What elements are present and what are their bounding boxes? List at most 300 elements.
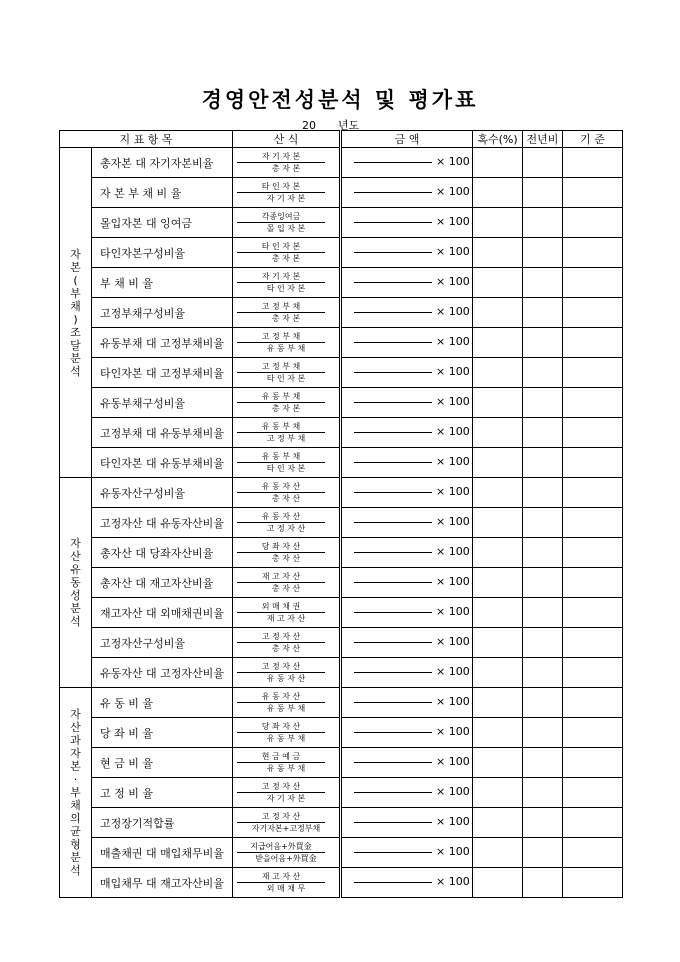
amount-blank-line	[354, 282, 432, 283]
amount-cell[interactable]	[341, 478, 473, 508]
prev-year-cell[interactable]	[523, 478, 563, 508]
indicator-item: 고정부채구성비율	[92, 298, 233, 328]
category-char: 과	[70, 734, 81, 747]
amount-blank-line	[354, 792, 432, 793]
indicator-item: 매입채무 대 재고자산비율	[92, 868, 233, 898]
prev-year-cell[interactable]	[523, 748, 563, 778]
amount-cell[interactable]	[341, 778, 473, 808]
formula-denominator: 고 정 자 산	[266, 524, 306, 533]
standard-cell[interactable]	[563, 508, 623, 538]
table-row	[60, 538, 623, 568]
table-row	[60, 718, 623, 748]
formula-numerator: 유 동 부 채	[237, 391, 325, 403]
category-char: 석	[70, 364, 81, 378]
ratio-cell[interactable]	[473, 718, 523, 748]
formula-cell	[233, 508, 341, 538]
ratio-cell[interactable]	[473, 268, 523, 298]
amount-blank-line	[354, 672, 432, 673]
prev-year-cell[interactable]	[523, 328, 563, 358]
analysis-table	[59, 130, 623, 898]
amount-cell[interactable]	[341, 838, 473, 868]
table-row	[60, 148, 623, 178]
standard-cell[interactable]	[563, 718, 623, 748]
multiplier-label: × 100	[436, 875, 470, 888]
amount-blank-line	[354, 552, 432, 553]
formula-numerator: 현 금 예 금	[237, 751, 325, 763]
amount-cell[interactable]	[341, 658, 473, 688]
table-row	[60, 838, 623, 868]
amount-cell[interactable]	[341, 868, 473, 898]
amount-cell[interactable]	[341, 298, 473, 328]
multiplier-label: × 100	[436, 575, 470, 588]
formula-denominator: 총 자 산	[271, 644, 301, 653]
table-row	[60, 658, 623, 688]
section-category	[60, 688, 92, 898]
formula-numerator: 자 기 자 본	[237, 271, 325, 283]
standard-cell[interactable]	[563, 838, 623, 868]
standard-cell[interactable]	[563, 178, 623, 208]
formula-numerator: 자 기 자 본	[237, 151, 325, 163]
formula-numerator: 당 좌 자 산	[237, 721, 325, 733]
standard-cell[interactable]	[563, 538, 623, 568]
formula-denominator: 유 동 자 산	[266, 674, 306, 683]
ratio-cell[interactable]	[473, 208, 523, 238]
indicator-item: 고정자산구성비율	[92, 628, 233, 658]
prev-year-cell[interactable]	[523, 538, 563, 568]
amount-cell[interactable]	[341, 328, 473, 358]
multiplier-label: × 100	[436, 515, 470, 528]
standard-cell[interactable]	[563, 868, 623, 898]
multiplier-label: × 100	[436, 275, 470, 288]
ratio-cell[interactable]	[473, 838, 523, 868]
standard-cell[interactable]	[563, 298, 623, 328]
prev-year-cell[interactable]	[523, 778, 563, 808]
formula-denominator: 총 자 산	[271, 584, 301, 593]
amount-blank-line	[354, 612, 432, 613]
formula-numerator: 외 매 채 권	[237, 601, 325, 613]
multiplier-label: × 100	[436, 365, 470, 378]
formula-cell	[233, 238, 341, 268]
amount-cell[interactable]	[341, 628, 473, 658]
formula-cell	[233, 358, 341, 388]
formula-numerator: 고 정 자 산	[237, 661, 325, 673]
formula-denominator: 타 인 자 본	[266, 464, 306, 473]
year-suffix: 년도	[338, 119, 360, 132]
category-char: 채	[70, 299, 81, 313]
amount-cell[interactable]	[341, 448, 473, 478]
ratio-cell[interactable]	[473, 868, 523, 898]
amount-cell[interactable]	[341, 568, 473, 598]
standard-cell[interactable]	[563, 778, 623, 808]
ratio-cell[interactable]	[473, 388, 523, 418]
indicator-item: 유동부채구성비율	[92, 388, 233, 418]
ratio-cell[interactable]	[473, 448, 523, 478]
prev-year-cell[interactable]	[523, 838, 563, 868]
table-row	[60, 478, 623, 508]
indicator-item: 타인자본구성비율	[92, 238, 233, 268]
indicator-item: 유동자산 대 고정자산비율	[92, 658, 233, 688]
standard-cell[interactable]	[563, 448, 623, 478]
amount-blank-line	[354, 312, 432, 313]
ratio-cell[interactable]	[473, 418, 523, 448]
standard-cell[interactable]	[563, 748, 623, 778]
formula-cell	[233, 328, 341, 358]
category-char: 자	[70, 247, 81, 261]
standard-cell[interactable]	[563, 358, 623, 388]
formula-cell	[233, 268, 341, 298]
ratio-cell[interactable]	[473, 148, 523, 178]
amount-blank-line	[354, 402, 432, 403]
indicator-item: 자 본 부 채 비 율	[92, 178, 233, 208]
table-row	[60, 178, 623, 208]
formula-numerator: 고 정 자 산	[237, 781, 325, 793]
col-header-amount: 금 액	[341, 131, 473, 148]
prev-year-cell[interactable]	[523, 178, 563, 208]
amount-blank-line	[354, 732, 432, 733]
formula-numerator: 재 고 자 산	[237, 571, 325, 583]
ratio-cell[interactable]	[473, 658, 523, 688]
ratio-cell[interactable]	[473, 568, 523, 598]
amount-blank-line	[354, 822, 432, 823]
formula-denominator: 몰 입 자 본	[266, 224, 306, 233]
section-category	[60, 148, 92, 478]
amount-cell[interactable]	[341, 268, 473, 298]
category-char: 석	[70, 615, 81, 628]
formula-denominator: 재 고 자 산	[266, 614, 306, 623]
amount-blank-line	[354, 852, 432, 853]
formula-numerator: 유 동 부 채	[237, 451, 325, 463]
standard-cell[interactable]	[563, 238, 623, 268]
ratio-cell[interactable]	[473, 748, 523, 778]
amount-cell[interactable]	[341, 148, 473, 178]
formula-numerator: 타 인 자 본	[237, 181, 325, 193]
amount-blank-line	[354, 342, 432, 343]
formula-numerator: 유 동 부 채	[237, 421, 325, 433]
amount-blank-line	[354, 642, 432, 643]
category-char: 분	[70, 602, 81, 615]
amount-cell[interactable]	[341, 808, 473, 838]
amount-cell[interactable]	[341, 538, 473, 568]
category-char: 석	[70, 864, 81, 877]
category-char: 산	[70, 721, 81, 734]
table-row	[60, 238, 623, 268]
prev-year-cell[interactable]	[523, 658, 563, 688]
category-char: 자	[70, 708, 81, 721]
formula-numerator: 유 동 자 산	[237, 691, 325, 703]
amount-cell[interactable]	[341, 208, 473, 238]
standard-cell[interactable]	[563, 478, 623, 508]
formula-numerator: 지급어음+外買金	[237, 841, 325, 853]
indicator-item: 고정자산 대 유동자산비율	[92, 508, 233, 538]
col-header-standard: 기 준	[563, 131, 623, 148]
amount-blank-line	[354, 372, 432, 373]
ratio-cell[interactable]	[473, 478, 523, 508]
formula-cell	[233, 778, 341, 808]
ratio-cell[interactable]	[473, 178, 523, 208]
prev-year-cell[interactable]	[523, 208, 563, 238]
ratio-cell[interactable]	[473, 298, 523, 328]
formula-cell	[233, 658, 341, 688]
indicator-item: 유동자산구성비율	[92, 478, 233, 508]
category-char: 유	[70, 563, 81, 576]
indicator-item: 총자산 대 재고자산비율	[92, 568, 233, 598]
formula-denominator: 총 자 본	[271, 314, 301, 323]
formula-cell	[233, 868, 341, 898]
amount-blank-line	[354, 192, 432, 193]
category-char: 채	[70, 799, 81, 812]
amount-blank-line	[354, 762, 432, 763]
formula-denominator: 자 기 자 본	[266, 194, 306, 203]
table-row	[60, 508, 623, 538]
formula-denominator: 총 자 본	[271, 404, 301, 413]
header-row	[60, 131, 623, 148]
standard-cell[interactable]	[563, 328, 623, 358]
standard-cell[interactable]	[563, 268, 623, 298]
multiplier-label: × 100	[436, 215, 470, 228]
ratio-cell[interactable]	[473, 778, 523, 808]
standard-cell[interactable]	[563, 598, 623, 628]
multiplier-label: × 100	[436, 545, 470, 558]
prev-year-cell[interactable]	[523, 298, 563, 328]
amount-cell[interactable]	[341, 598, 473, 628]
amount-cell[interactable]	[341, 688, 473, 718]
table-row	[60, 568, 623, 598]
prev-year-cell[interactable]	[523, 628, 563, 658]
category-char: 자	[70, 747, 81, 760]
prev-year-cell[interactable]	[523, 268, 563, 298]
formula-denominator: 유 동 부 채	[266, 734, 306, 743]
formula-numerator: 유 동 자 산	[237, 481, 325, 493]
category-char: 부	[70, 786, 81, 799]
standard-cell[interactable]	[563, 688, 623, 718]
amount-blank-line	[354, 582, 432, 583]
multiplier-label: × 100	[436, 725, 470, 738]
standard-cell[interactable]	[563, 628, 623, 658]
category-char: 조	[70, 325, 81, 339]
table-row	[60, 448, 623, 478]
formula-numerator: 고 정 부 채	[237, 301, 325, 313]
table-row	[60, 268, 623, 298]
table-row	[60, 388, 623, 418]
multiplier-label: × 100	[436, 695, 470, 708]
ratio-cell[interactable]	[473, 328, 523, 358]
prev-year-cell[interactable]	[523, 148, 563, 178]
standard-cell[interactable]	[563, 418, 623, 448]
formula-numerator: 고 정 부 채	[237, 331, 325, 343]
year-prefix: 20	[302, 119, 316, 132]
formula-denominator: 타 인 자 본	[266, 284, 306, 293]
amount-blank-line	[354, 522, 432, 523]
multiplier-label: × 100	[436, 665, 470, 678]
standard-cell[interactable]	[563, 208, 623, 238]
standard-cell[interactable]	[563, 808, 623, 838]
formula-numerator: 재 고 자 산	[237, 871, 325, 883]
formula-cell	[233, 628, 341, 658]
amount-cell[interactable]	[341, 418, 473, 448]
formula-cell	[233, 598, 341, 628]
prev-year-cell[interactable]	[523, 388, 563, 418]
table-row	[60, 358, 623, 388]
amount-blank-line	[354, 162, 432, 163]
multiplier-label: × 100	[436, 155, 470, 168]
formula-denominator: 총 자 본	[271, 164, 301, 173]
ratio-cell[interactable]	[473, 538, 523, 568]
indicator-item: 총자본 대 자기자본비율	[92, 148, 233, 178]
formula-cell	[233, 838, 341, 868]
category-char: (	[73, 273, 78, 287]
ratio-cell[interactable]	[473, 808, 523, 838]
standard-cell[interactable]	[563, 658, 623, 688]
formula-denominator: 받을어음+外買金	[255, 854, 317, 863]
table-row	[60, 628, 623, 658]
category-char: 달	[70, 338, 81, 352]
formula-cell	[233, 808, 341, 838]
indicator-item: 매출채권 대 매입채무비율	[92, 838, 233, 868]
table-row	[60, 328, 623, 358]
formula-denominator: 유 동 부 채	[266, 704, 306, 713]
formula-cell	[233, 148, 341, 178]
table-row	[60, 298, 623, 328]
section-category	[60, 478, 92, 688]
prev-year-cell[interactable]	[523, 238, 563, 268]
formula-denominator: 유 동 부 채	[266, 344, 306, 353]
ratio-cell[interactable]	[473, 238, 523, 268]
prev-year-cell[interactable]	[523, 358, 563, 388]
amount-blank-line	[354, 462, 432, 463]
category-char: ·	[73, 773, 78, 786]
col-header-prev-year: 전년비	[523, 131, 563, 148]
ratio-cell[interactable]	[473, 508, 523, 538]
multiplier-label: × 100	[436, 845, 470, 858]
prev-year-cell[interactable]	[523, 868, 563, 898]
amount-cell[interactable]	[341, 718, 473, 748]
category-char: 균	[70, 825, 81, 838]
table-row	[60, 208, 623, 238]
multiplier-label: × 100	[436, 485, 470, 498]
formula-denominator: 총 자 산	[271, 554, 301, 563]
amount-cell[interactable]	[341, 508, 473, 538]
ratio-cell[interactable]	[473, 598, 523, 628]
prev-year-cell[interactable]	[523, 598, 563, 628]
formula-denominator: 유 동 부 채	[266, 764, 306, 773]
multiplier-label: × 100	[436, 605, 470, 618]
col-header-item: 지 표 항 목	[60, 131, 233, 148]
formula-numerator: 유 동 자 산	[237, 511, 325, 523]
multiplier-label: × 100	[436, 785, 470, 798]
prev-year-cell[interactable]	[523, 688, 563, 718]
category-char: 부	[70, 286, 81, 300]
formula-denominator: 고 정 부 채	[266, 434, 306, 443]
amount-cell[interactable]	[341, 358, 473, 388]
multiplier-label: × 100	[436, 185, 470, 198]
indicator-item: 유동부채 대 고정부채비율	[92, 328, 233, 358]
formula-cell	[233, 748, 341, 778]
multiplier-label: × 100	[436, 425, 470, 438]
table-row	[60, 778, 623, 808]
multiplier-label: × 100	[436, 455, 470, 468]
amount-cell[interactable]	[341, 748, 473, 778]
category-char: 산	[70, 550, 81, 563]
formula-cell	[233, 478, 341, 508]
formula-numerator: 각종잉여금	[237, 211, 325, 223]
indicator-item: 타인자본 대 고정부채비율	[92, 358, 233, 388]
multiplier-label: × 100	[436, 635, 470, 648]
prev-year-cell[interactable]	[523, 808, 563, 838]
amount-cell[interactable]	[341, 238, 473, 268]
category-char: 본	[70, 260, 81, 274]
ratio-cell[interactable]	[473, 628, 523, 658]
formula-numerator: 고 정 부 채	[237, 361, 325, 373]
category-char: 의	[70, 812, 81, 825]
amount-blank-line	[354, 492, 432, 493]
indicator-item: 고정부채 대 유동부채비율	[92, 418, 233, 448]
amount-blank-line	[354, 702, 432, 703]
ratio-cell[interactable]	[473, 358, 523, 388]
indicator-item: 몰입자본 대 잉여금	[92, 208, 233, 238]
amount-blank-line	[354, 882, 432, 883]
table-row	[60, 598, 623, 628]
category-char: 분	[70, 351, 81, 365]
formula-cell	[233, 688, 341, 718]
category-char: 본	[70, 760, 81, 773]
amount-cell[interactable]	[341, 178, 473, 208]
amount-cell[interactable]	[341, 388, 473, 418]
formula-cell	[233, 718, 341, 748]
indicator-item: 부 채 비 율	[92, 268, 233, 298]
category-char: 성	[70, 589, 81, 602]
prev-year-cell[interactable]	[523, 418, 563, 448]
prev-year-cell[interactable]	[523, 718, 563, 748]
formula-denominator: 자 기 자 본	[266, 794, 306, 803]
table-row	[60, 748, 623, 778]
multiplier-label: × 100	[436, 335, 470, 348]
prev-year-cell[interactable]	[523, 568, 563, 598]
category-char: 분	[70, 851, 81, 864]
table-row	[60, 808, 623, 838]
formula-cell	[233, 178, 341, 208]
indicator-item: 고정장기적합률	[92, 808, 233, 838]
formula-cell	[233, 298, 341, 328]
indicator-item: 유 동 비 율	[92, 688, 233, 718]
amount-blank-line	[354, 432, 432, 433]
formula-cell	[233, 208, 341, 238]
prev-year-cell[interactable]	[523, 508, 563, 538]
indicator-item: 당 좌 비 율	[92, 718, 233, 748]
page-title: 경영안전성분석 및 평가표	[201, 87, 479, 112]
multiplier-label: × 100	[436, 245, 470, 258]
formula-cell	[233, 538, 341, 568]
table-row	[60, 418, 623, 448]
standard-cell[interactable]	[563, 568, 623, 598]
formula-numerator: 고 정 자 산	[237, 631, 325, 643]
ratio-cell[interactable]	[473, 688, 523, 718]
indicator-item: 현 금 비 율	[92, 748, 233, 778]
formula-numerator: 당 좌 자 산	[237, 541, 325, 553]
standard-cell[interactable]	[563, 388, 623, 418]
indicator-item: 고 정 비 율	[92, 778, 233, 808]
formula-cell	[233, 418, 341, 448]
standard-cell[interactable]	[563, 148, 623, 178]
category-char: )	[73, 312, 78, 326]
formula-denominator: 총 자 산	[271, 494, 301, 503]
prev-year-cell[interactable]	[523, 448, 563, 478]
formula-denominator: 총 자 본	[271, 254, 301, 263]
formula-numerator: 고 정 자 산	[237, 811, 325, 823]
multiplier-label: × 100	[436, 815, 470, 828]
formula-cell	[233, 448, 341, 478]
table-row	[60, 688, 623, 718]
formula-cell	[233, 388, 341, 418]
